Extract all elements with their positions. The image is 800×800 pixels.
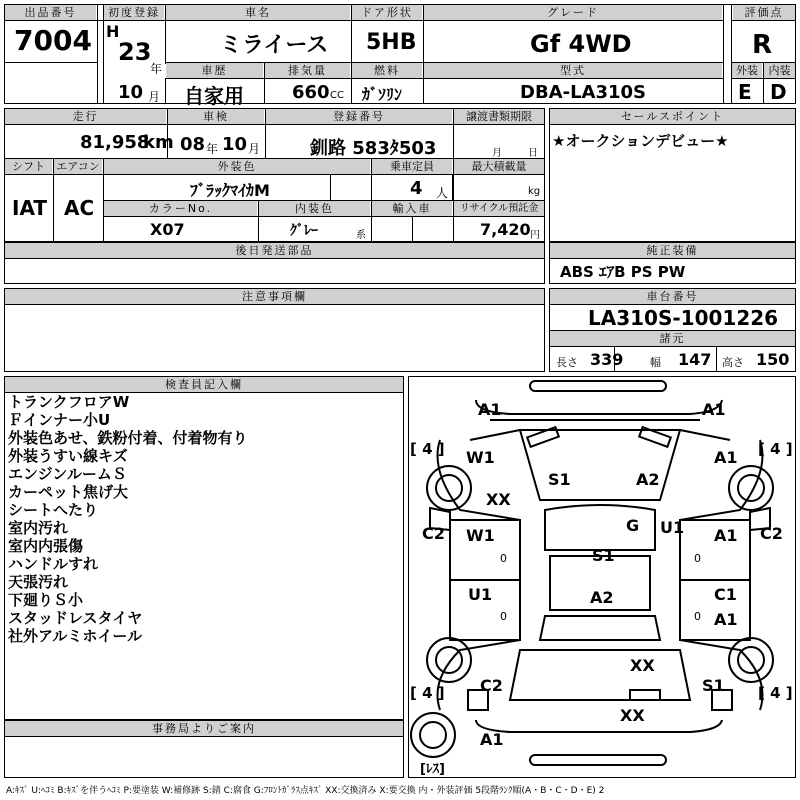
transfer-month-unit: 月 (492, 148, 502, 159)
damage-mark: C2 (760, 524, 783, 543)
damage-mark: A1 (714, 526, 738, 545)
damage-mark: S1 (702, 676, 725, 695)
sales-point-text: ★オークションデビュー★ (552, 132, 729, 150)
damage-mark: 0 (694, 610, 701, 623)
inspection-label: 車検 (168, 109, 264, 124)
length-label: 長さ (556, 356, 578, 369)
note-line: カーペット焦げ大 (8, 483, 129, 501)
plate-number: 釧路 583ﾀ503 (310, 138, 437, 159)
legend-text: A:ｷｽﾞ U:ﾍｺﾐ B:ｷｽﾞを伴うﾍｺﾐ P:要塗装 W:補修跡 S:錆 C:腐食 G:ﾌﾛﾝﾄｶﾞﾗｽ点ｷｽﾞ XX:交換済み X:要交換 内・外装評価 5段階ﾗﾝｸ順(A・B・C・D・E) 2 (6, 786, 605, 796)
score-label: 評価点 (733, 5, 795, 20)
first-reg-month: 10 (118, 82, 144, 103)
import-label: 輸入車 (372, 201, 452, 216)
damage-mark: 0 (500, 552, 507, 565)
history: 自家用 (184, 84, 244, 108)
model: DBA-LA310S (520, 82, 646, 103)
office-label: 事務局よりご案内 (5, 721, 403, 736)
plate-label: 登録番号 (266, 109, 452, 124)
interior-color: ｸﾞﾚｰ (290, 223, 318, 239)
sales-point-block (549, 108, 796, 242)
mileage-label: 走行 (5, 109, 166, 124)
car-name: ミライース (220, 33, 329, 58)
interior-label: 内装 (764, 63, 795, 78)
mileage: 81,958 (80, 132, 150, 153)
fuel: ｶﾞｿﾘﾝ (362, 85, 403, 104)
exterior-color: ﾌﾞﾗｯｸﾏｲｶM (190, 181, 270, 200)
note-line: Ｆインナー小U (8, 411, 111, 429)
first-reg-label: 初度登録 (104, 5, 164, 20)
exterior-score: E (738, 80, 752, 104)
inspection-month: 10 (222, 134, 248, 155)
car-diagram-block (408, 376, 796, 778)
damage-mark: W1 (466, 526, 495, 545)
damage-mark: G (626, 516, 640, 535)
note-line: トランクフロアW (8, 393, 130, 411)
inspector-notes-list (8, 393, 248, 645)
exterior-label: 外装 (732, 63, 762, 78)
capacity-unit: 人 (436, 186, 449, 200)
year-unit: 年 (150, 62, 163, 76)
grade: Gf 4WD (530, 30, 632, 58)
transfer-day-unit: 日 (528, 148, 538, 159)
inspection-year-unit: 年 (206, 142, 219, 156)
displacement-label: 排気量 (265, 63, 350, 78)
yen-unit: 円 (530, 230, 540, 241)
spec-label: 諸元 (550, 331, 795, 346)
tire-front-left: [ 4 ] (410, 440, 445, 458)
equipment-text: ABS ｴｱB PS PW (560, 263, 686, 281)
shift-label: シフト (5, 159, 52, 174)
later-parts-label: 後日発送部品 (5, 243, 544, 258)
damage-mark: S1 (592, 546, 615, 565)
inspector-label: 検査員記入欄 (5, 377, 403, 392)
color-no-label: カラーNo. (104, 201, 257, 216)
spare-tire-none: [ﾚｽ] (420, 762, 445, 777)
recycle-label: リサイクル預託金 (454, 201, 544, 216)
damage-mark: A2 (636, 470, 660, 489)
load-unit: kg (528, 186, 541, 197)
note-line: 下廻りＳ小 (8, 591, 84, 609)
damage-mark: A1 (478, 400, 502, 419)
inspection-year: 08 (180, 134, 206, 155)
damage-mark: XX (486, 490, 511, 509)
color-label: 外装色 (104, 159, 370, 174)
note-line: 室内汚れ (8, 519, 69, 537)
tire-rear-left: [ 4 ] (410, 684, 445, 702)
damage-mark: 0 (694, 552, 701, 565)
note-line: シートへたり (8, 501, 99, 519)
damage-mark: A2 (590, 588, 614, 607)
capacity-label: 乗車定員 (372, 159, 452, 174)
height-value: 150 (756, 350, 790, 369)
era-mark: H (106, 22, 120, 41)
history-label: 車歴 (166, 63, 263, 78)
note-line: エンジンルームＳ (8, 465, 127, 483)
note-line: 外装色あせ、鉄粉付着、付着物有り (8, 429, 248, 447)
cc-unit: CC (330, 90, 344, 101)
lot-label: 出品番号 (5, 5, 96, 20)
chassis-label: 車台番号 (550, 289, 795, 304)
note-line: ハンドルすれ (8, 555, 99, 573)
damage-mark: A1 (714, 610, 738, 629)
inspection-month-unit: 月 (248, 142, 261, 156)
vehicle-info-block (4, 108, 545, 242)
damage-mark: S1 (548, 470, 571, 489)
first-reg-year: 23 (118, 38, 152, 66)
width-label: 幅 (650, 356, 661, 369)
ac: AC (64, 196, 95, 220)
interior-color-suffix: 系 (356, 230, 366, 241)
ac-label: エアコン (54, 159, 102, 174)
note-line: スタッドレスタイヤ (8, 609, 143, 627)
int-color-label: 内装色 (259, 201, 370, 216)
door-type: 5HB (366, 30, 417, 55)
note-line: 室内内張傷 (8, 537, 84, 555)
door-label: ドア形状 (352, 5, 422, 20)
damage-mark: C2 (480, 676, 503, 695)
damage-mark: 0 (500, 610, 507, 623)
interior-score: D (770, 80, 787, 104)
damage-mark: A1 (714, 448, 738, 467)
load-label: 最大積載量 (454, 159, 544, 174)
chassis-number: LA310S-1001226 (588, 306, 779, 330)
equipment-label: 純正装備 (550, 243, 795, 258)
model-label: 型式 (424, 63, 722, 78)
displacement: 660 (292, 82, 330, 103)
damage-mark: U1 (660, 518, 685, 537)
damage-mark: A1 (480, 730, 504, 749)
damage-mark: XX (630, 656, 655, 675)
sales-point-label: セールスポイント (550, 109, 795, 124)
recycle-fee: 7,420 (480, 220, 531, 239)
shift: IAT (12, 196, 48, 220)
damage-mark: C2 (422, 524, 445, 543)
km-unit: km (143, 132, 174, 153)
tire-rear-right: [ 4 ] (758, 684, 793, 702)
damage-mark: W1 (466, 448, 495, 467)
note-line: 天張汚れ (8, 573, 69, 591)
capacity: 4 (410, 178, 423, 199)
note-line: 社外アルミホイール (8, 627, 143, 645)
car-name-label: 車名 (166, 5, 350, 20)
color-no: X07 (150, 220, 185, 239)
width-value: 147 (678, 350, 712, 369)
month-unit: 月 (148, 90, 161, 104)
grade-label: グレード (424, 5, 722, 20)
damage-mark: C1 (714, 585, 737, 604)
damage-mark: XX (620, 706, 645, 725)
transfer-label: 譲渡書類期限 (454, 109, 544, 124)
caution-label: 注意事項欄 (5, 289, 544, 304)
height-label: 高さ (722, 356, 744, 369)
damage-mark: U1 (468, 585, 493, 604)
lot-number: 7004 (14, 24, 92, 57)
damage-mark: A1 (702, 400, 726, 419)
tire-front-right: [ 4 ] (758, 440, 793, 458)
length-value: 339 (590, 350, 624, 369)
note-line: 外装うすい線キズ (8, 447, 128, 465)
score: R (752, 30, 773, 60)
fuel-label: 燃料 (352, 63, 422, 78)
